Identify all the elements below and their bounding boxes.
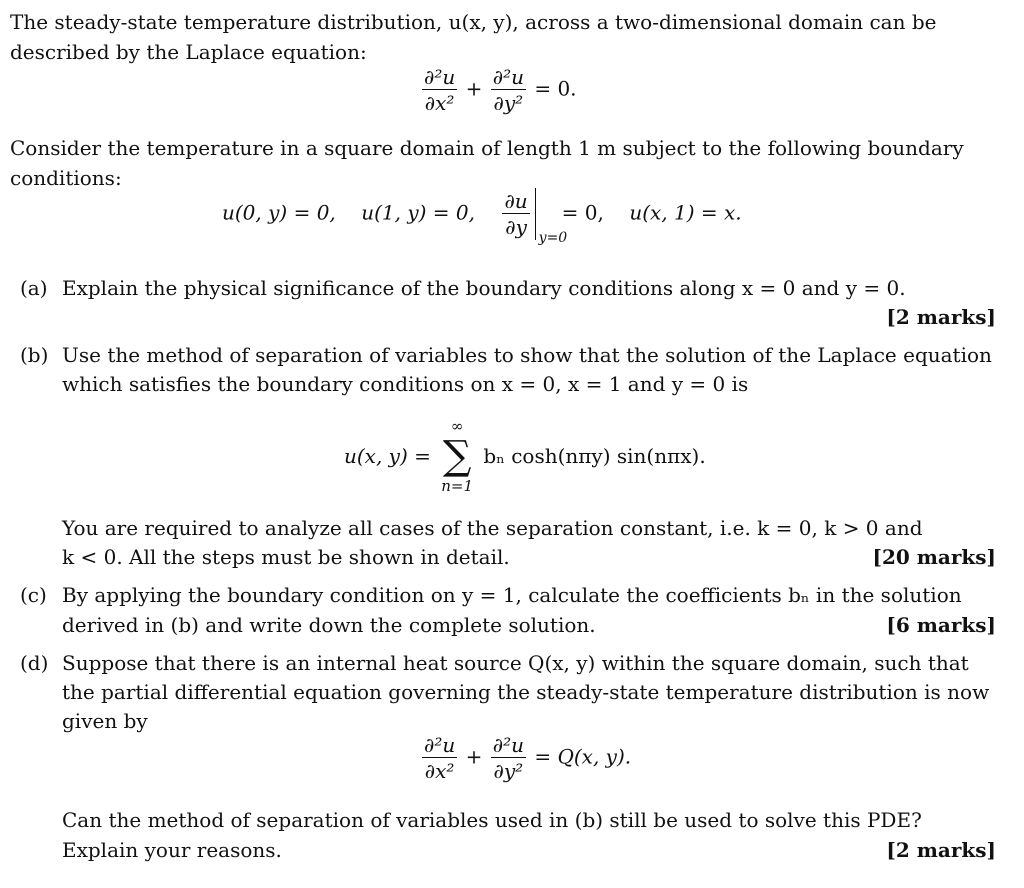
- bc-y1: u(x, 1) = x.: [629, 200, 742, 225]
- bc-x1: u(1, y) = 0,: [361, 200, 475, 225]
- part-d-line-4: Can the method of separation of variables used in (b) still be used to solve this PDE?: [62, 808, 922, 832]
- numerator: ∂²u: [492, 65, 524, 89]
- denominator: ∂x²: [424, 759, 455, 783]
- part-b-marks: [20 marks]: [872, 545, 996, 569]
- part-b-line-3: You are required to analyze all cases of the separation constant, i.e. k = 0, k > 0 and: [62, 516, 923, 540]
- part-c-label: (c): [20, 583, 47, 607]
- fraction-d2u-dy2: [491, 734, 526, 782]
- consider-line-1: Consider the temperature in a square domain of length 1 m subject to the following boundary: [10, 136, 964, 160]
- summation: [441, 416, 473, 496]
- sigma-symbol: ∑: [442, 433, 472, 479]
- part-d-line-3: given by: [62, 709, 148, 733]
- plus-sign: +: [465, 76, 483, 101]
- plus-sign: +: [465, 744, 483, 769]
- equation-rhs: = 0.: [534, 76, 577, 101]
- numerator: ∂²u: [424, 733, 456, 757]
- sum-upper-limit: ∞: [450, 417, 464, 435]
- series-solution: [344, 416, 706, 496]
- bc-y0-rhs: = 0,: [561, 200, 604, 225]
- numerator: ∂u: [504, 189, 528, 213]
- part-d-line-5: Explain your reasons.: [62, 838, 282, 862]
- part-d-marks: [2 marks]: [886, 838, 996, 862]
- equation-rhs: = Q(x, y).: [534, 744, 632, 769]
- consider-line-2: conditions:: [10, 166, 122, 190]
- denominator: ∂x²: [424, 91, 455, 115]
- numerator: ∂²u: [424, 65, 456, 89]
- part-c-marks: [6 marks]: [886, 613, 996, 637]
- fraction-d2u-dx2: [422, 66, 457, 114]
- part-d-line-1: Suppose that there is an internal heat source Q(x, y) within the square domain, such that: [62, 651, 969, 675]
- bc-x0: u(0, y) = 0,: [222, 200, 336, 225]
- part-b-label: (b): [20, 343, 49, 367]
- part-a-label: (a): [20, 276, 48, 300]
- boundary-conditions: [222, 188, 742, 246]
- part-b-line-1: Use the method of separation of variables to show that the solution of the Laplace equation: [62, 343, 992, 367]
- evaluation-bar: [535, 188, 568, 246]
- part-b-line-4: k < 0. All the steps must be shown in detail.: [62, 545, 510, 569]
- denominator: ∂y²: [493, 759, 524, 783]
- part-b-line-2: which satisfies the boundary conditions on x = 0, x = 1 and y = 0 is: [62, 372, 749, 396]
- fraction-d2u-dy2: [491, 66, 526, 114]
- intro-line-2: described by the Laplace equation:: [10, 40, 367, 64]
- denominator: ∂y: [505, 215, 527, 239]
- part-a-marks: [2 marks]: [886, 305, 996, 329]
- laplace-equation: [420, 66, 577, 114]
- part-d-label: (d): [20, 651, 49, 675]
- part-c-line-2: derived in (b) and write down the complete solution.: [62, 613, 596, 637]
- denominator: ∂y²: [493, 91, 524, 115]
- solution-rhs: bₙ cosh(nπy) sin(nπx).: [483, 444, 706, 468]
- solution-lhs: u(x, y) =: [344, 444, 431, 468]
- fraction-du-dy: [502, 190, 529, 238]
- part-a-text: Explain the physical significance of the boundary conditions along x = 0 and y = 0.: [62, 276, 906, 300]
- part-c-line-1: By applying the boundary condition on y = 1, calculate the coefficients bₙ in the solution: [62, 583, 962, 607]
- numerator: ∂²u: [492, 733, 524, 757]
- sum-lower-limit: n=1: [441, 477, 474, 495]
- poisson-equation: [420, 734, 631, 782]
- intro-line-1: The steady-state temperature distribution, u(x, y), across a two-dimensional domain can be: [10, 10, 937, 34]
- evaluation-point: y=0: [538, 230, 568, 246]
- fraction-d2u-dx2: [422, 734, 457, 782]
- part-d-line-2: the partial differential equation governing the steady-state temperature distribution is now: [62, 680, 990, 704]
